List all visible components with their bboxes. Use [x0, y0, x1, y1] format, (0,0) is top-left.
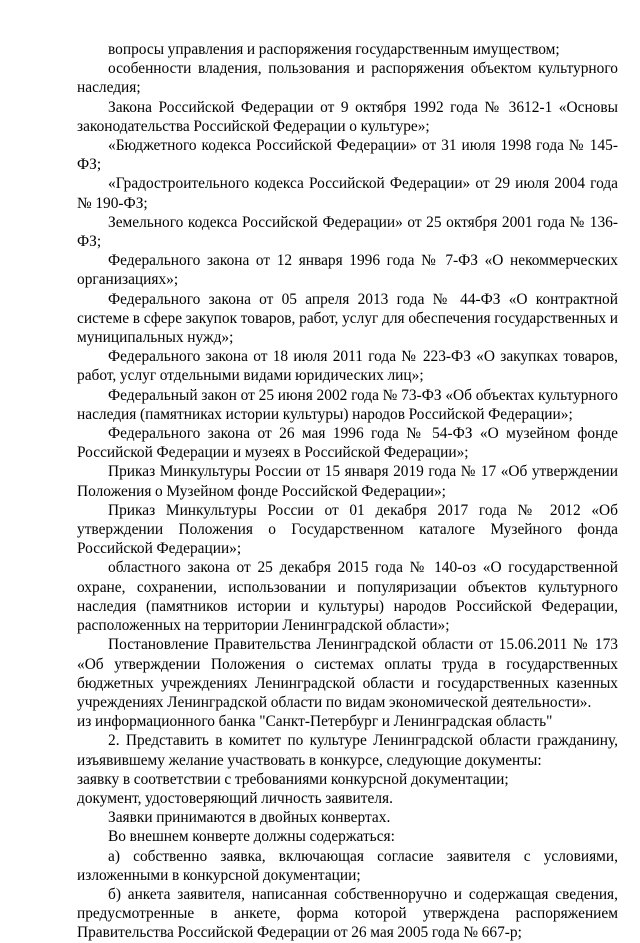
paragraph: Приказ Минкультуры России от 01 декабря 2017 года № 2012 «Об утверждении Положения о Государственном каталоге Музейного фонда Российской Федерации»; — [77, 501, 618, 558]
paragraph: Постановление Правительства Ленинградской области от 15.06.2011 № 173 «Об утверждении Положения о системах оплаты труда в государственных бюджетных учреждениях Ленинградской области и государственных казенных учреждениях Ленинградской области по видам экономической деятельности». — [77, 636, 618, 711]
list-item: а) собственно заявка, включающая согласие заявителя с условиями, изложенными в конкурсной документации; — [77, 847, 618, 884]
paragraph: Федерального закона от 18 июля 2011 года № 223-ФЗ «О закупках товаров, работ, услуг отдельными видами юридических лиц»; — [77, 348, 618, 385]
paragraph: Земельного кодекса Российской Федерации» от 25 октября 2001 года № 136-ФЗ; — [77, 213, 618, 251]
paragraph: 2. Представить в комитет по культуре Ленинградской области гражданину, изъявившему желание участвовать в конкурсе, следующие документы: — [77, 732, 618, 769]
paragraph: областного закона от 25 декабря 2015 года № 140-оз «О государственной охране, сохранении, использовании и популяризации объектов культурного наследия (памятников истории и культуры) народов Российской Федерации, расположенных на территории Ленинградской области»; — [77, 559, 618, 635]
paragraph: «Градостроительного кодекса Российской Федерации» от 29 июля 2004 года № 190-ФЗ; — [77, 175, 618, 212]
paragraph: документ, удостоверяющий личность заявителя. — [77, 789, 393, 807]
paragraph: Заявки принимаются в двойных конвертах. — [108, 809, 391, 827]
paragraph: Приказ Минкультуры России от 15 января 2019 года № 17 «Об утверждении Положения о Музейном фонде Российской Федерации»; — [77, 463, 618, 500]
paragraph: заявку в соответствии с требованиями конкурсной документации; — [77, 770, 509, 788]
paragraph: Федерального закона от 26 мая 1996 года № 54-ФЗ «О музейном фонде Российской Федерации и музеях в Российской Федерации»; — [77, 425, 618, 462]
source-note: из информационного банка "Санкт-Петербург и Ленинградская область" — [77, 713, 553, 731]
list-item: б) анкета заявителя, написанная собственноручно и содержащая сведения, предусмотренные в анкете, форма которой утверждена распоряжением Правительства Российской Федерации от 26 мая 2005 года № 667-р; — [77, 885, 618, 942]
paragraph: Закона Российской Федерации от 9 октября 1992 года № 3612-1 «Основы законодательства Российской Федерации о культуре»; — [77, 98, 618, 135]
paragraph: «Бюджетного кодекса Российской Федерации» от 31 июля 1998 года № 145-ФЗ; — [77, 137, 618, 174]
paragraph: особенности владения, пользования и распоряжения объектом культурного наследия; — [77, 60, 618, 97]
paragraph: Во внешнем конверте должны содержаться: — [108, 828, 395, 846]
paragraph: Федерального закона от 12 января 1996 года № 7-ФЗ «О некоммерческих организациях»; — [77, 252, 618, 289]
paragraph: Федеральный закон от 25 июня 2002 года № 73-ФЗ «Об объектах культурного наследия (памятниках истории культуры) народов Российской Федерации»; — [77, 386, 618, 423]
paragraph: Федерального закона от 05 апреля 2013 года № 44-ФЗ «О контрактной системе в сфере закупок товаров, работ, услуг для обеспечения государственных и муниципальных нужд»; — [77, 290, 618, 347]
paragraph: вопросы управления и распоряжения государственным имуществом; — [108, 41, 560, 58]
